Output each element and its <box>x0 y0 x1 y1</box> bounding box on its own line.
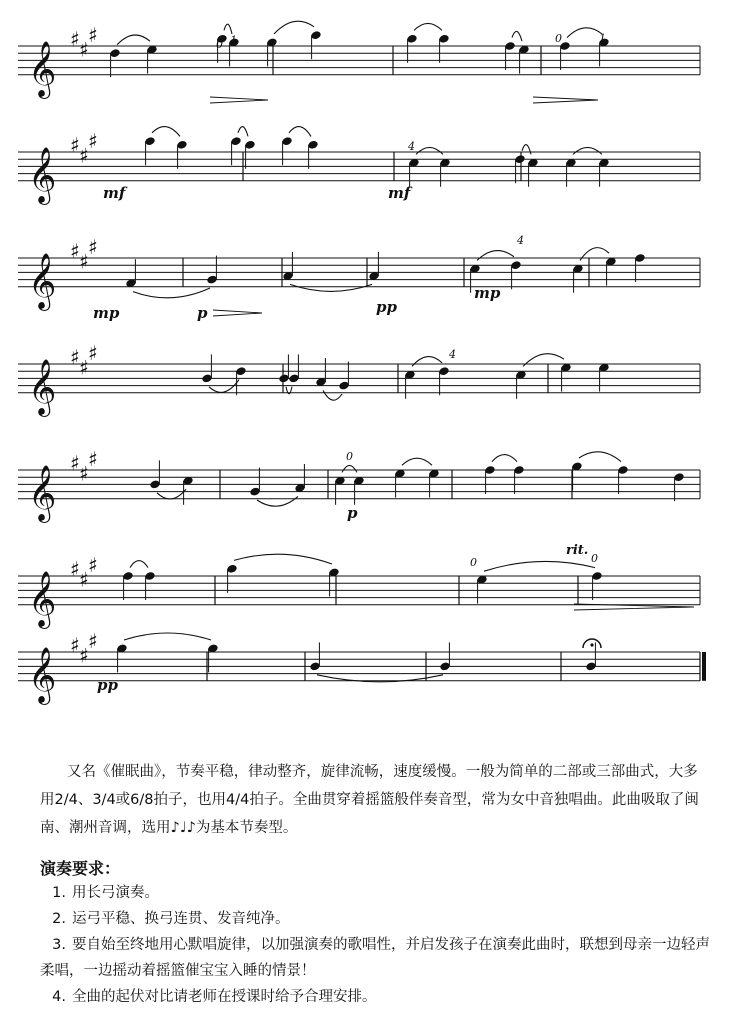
slur <box>484 561 595 571</box>
fingering-number: 1 <box>599 32 606 45</box>
slur <box>130 561 148 568</box>
sharp-sign: ♯ <box>70 238 80 263</box>
sharp-sign: ♯ <box>70 132 80 157</box>
slur <box>117 35 150 45</box>
sharp-sign: ♯ <box>70 450 80 475</box>
fingering-number: 0 <box>346 450 353 463</box>
dynamic-mark: mp <box>93 304 120 322</box>
requirement-text: 运弓平稳、换弓连贯、发音纯净。 <box>72 911 290 927</box>
fermata-dot <box>590 643 593 646</box>
slur <box>492 455 517 462</box>
sharp-sign: ♯ <box>79 567 89 592</box>
slur <box>289 127 311 137</box>
requirement-number: 2. <box>52 911 66 927</box>
slur <box>416 147 443 154</box>
hairpin <box>213 310 262 316</box>
sharp-sign: ♯ <box>88 553 98 578</box>
tempo-mark: rit. <box>566 543 589 558</box>
dynamic-mark: mf <box>103 184 126 202</box>
requirement-item-3 <box>40 932 712 984</box>
sharp-sign: ♯ <box>79 37 89 62</box>
requirement-item-2 <box>40 906 712 932</box>
fingering-number: 4 <box>408 140 415 153</box>
sharp-sign: ♯ <box>79 643 89 668</box>
fingering-number: 4 <box>449 348 456 361</box>
slur <box>522 145 531 155</box>
dynamic-mark: pp <box>376 298 397 316</box>
treble-clef: 𝄞 <box>28 252 57 309</box>
slur <box>323 390 342 400</box>
dynamic-mark: mf <box>388 184 411 202</box>
requirement-item-4 <box>40 984 712 1010</box>
sharp-sign: ♯ <box>70 632 80 657</box>
requirement-number: 3. <box>52 937 66 953</box>
sharp-sign: ♯ <box>88 235 98 260</box>
dynamic-mark: p <box>347 504 358 522</box>
slur <box>567 28 602 38</box>
slur <box>290 284 372 291</box>
requirement-item-1 <box>40 880 712 906</box>
slur <box>224 24 232 34</box>
slur <box>412 357 442 367</box>
requirement-text: 用长弓演奏。 <box>72 885 159 901</box>
slur <box>402 458 432 465</box>
sharp-sign: ♯ <box>70 26 80 51</box>
slur <box>512 31 522 41</box>
sharp-sign: ♯ <box>70 556 80 581</box>
dynamic-mark: mp <box>474 284 501 302</box>
sharp-sign: ♯ <box>88 341 98 366</box>
slur <box>342 465 357 472</box>
sharp-sign: ♯ <box>88 23 98 48</box>
sharp-sign: ♯ <box>88 129 98 154</box>
fingering-number: 0 <box>470 556 477 569</box>
slur <box>234 554 332 564</box>
slur <box>152 127 180 137</box>
sharp-sign: ♯ <box>79 143 89 168</box>
treble-clef: 𝄞 <box>28 646 57 703</box>
treble-clef: 𝄞 <box>28 570 57 627</box>
intro-paragraph: 又名《催眠曲》，节奏平稳，律动整齐，旋律流畅，速度缓慢。一般为简单的二部或三部曲式，大多用2/4、3/4或6/8拍子，也用4/4拍子。全曲贯穿着摇篮般伴奏音型，常为女中音独唱曲。此曲吸取了闽南、潮州音调，选用♪♩♪为基本节奏型。 <box>40 764 699 836</box>
hairpin <box>210 97 268 103</box>
slur <box>414 23 442 30</box>
fingering-number: 1 <box>230 34 237 47</box>
requirement-number: 4. <box>52 989 66 1005</box>
dynamic-mark: pp <box>97 676 118 694</box>
slur <box>573 147 602 154</box>
slur <box>477 251 514 261</box>
slur <box>274 21 314 34</box>
sharp-sign: ♯ <box>79 249 89 274</box>
fingering-number: 4 <box>517 234 524 247</box>
sharp-sign: ♯ <box>79 355 89 380</box>
requirement-text: 要自始至终地用心默唱旋律，以加强演奏的歌唱性，并启发孩子在演奏此曲时，联想到母亲一边轻声柔唱，一边摇动着摇篮催宝宝入睡的情景！ <box>40 937 710 979</box>
requirement-text: 全曲的起伏对比请老师在授课时给予合理安排。 <box>72 989 377 1005</box>
sharp-sign: ♯ <box>70 344 80 369</box>
fingering-number: 0 <box>591 552 598 565</box>
sharp-sign: ♯ <box>79 461 89 486</box>
slur <box>257 496 298 506</box>
dynamic-mark: p <box>197 304 208 322</box>
requirement-number: 1. <box>52 885 66 901</box>
sharp-sign: ♯ <box>88 629 98 654</box>
slur <box>157 489 186 499</box>
slur <box>238 127 248 137</box>
treble-clef: 𝄞 <box>28 40 57 97</box>
fingering-number: 0 <box>555 32 562 45</box>
treble-clef: 𝄞 <box>28 358 57 415</box>
requirements-heading: 演奏要求： <box>40 859 121 878</box>
hairpin <box>533 97 598 103</box>
slur <box>579 452 621 462</box>
sharp-sign: ♯ <box>88 447 98 472</box>
slur <box>124 633 211 640</box>
slur <box>133 288 210 298</box>
treble-clef: 𝄞 <box>28 146 57 203</box>
fingering-number: 0 <box>216 38 223 51</box>
treble-clef: 𝄞 <box>28 464 57 521</box>
